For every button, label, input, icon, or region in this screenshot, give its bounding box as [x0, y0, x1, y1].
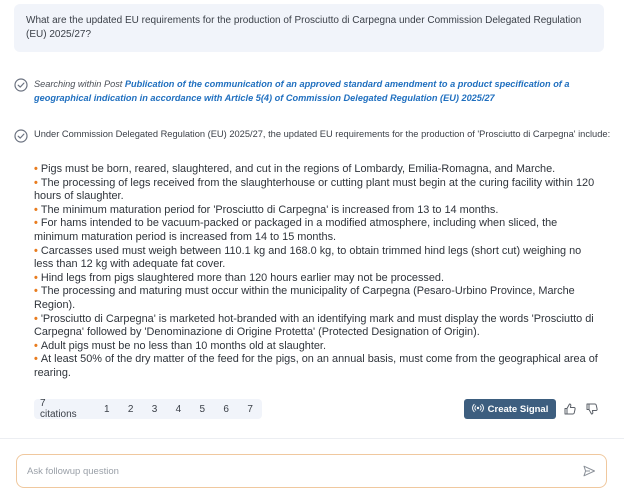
list-item: • The processing and maturing must occur within the municipality of Carpegna (Pesaro-Urbino Province, Marche Region).: [34, 285, 575, 311]
citation-link-7[interactable]: 7: [247, 403, 253, 415]
bullet-marker: •: [34, 244, 38, 257]
list-item: • Hind legs from pigs slaughtered more than 120 hours earlier may not be processed.: [34, 271, 444, 284]
bullet-marker: •: [34, 312, 38, 325]
followup-input[interactable]: [27, 466, 582, 477]
list-item: • Pigs must be born, reared, slaughtered, and cut in the regions of Lombardy, Emilia-Romagna, and Marche.: [34, 163, 556, 175]
citation-link-1[interactable]: 1: [103, 403, 110, 415]
citations-bar: [34, 399, 262, 419]
citations-count[interactable]: 7 citations: [40, 398, 77, 420]
check-circle-icon: [14, 78, 28, 92]
citation-link-2[interactable]: 2: [127, 403, 134, 415]
user-question-text: What are the updated EU requirements for the production of Prosciutto di Carpegna under Commission Delegated Regulation (EU) 2025/27?: [26, 15, 582, 40]
followup-box: [16, 454, 607, 488]
citation-link-5[interactable]: 5: [199, 403, 206, 415]
bullet-marker: •: [34, 339, 38, 352]
list-item: • Carcasses used must weigh between 110.1 kg and 168.0 kg, to obtain trimmed hind legs (short cut) weighing no less than 12 kg with adequate fat cover.: [34, 244, 582, 271]
search-step-text: [34, 77, 614, 105]
list-item: • At least 50% of the dry matter of the feed for the pigs, on an annual basis, must come from the geographical area of rearing.: [34, 353, 598, 379]
answer-intro: Under Commission Delegated Regulation (EU) 2025/27, the updated EU requirements for the production of 'Prosciutto di Carpegna' include:: [34, 129, 611, 139]
send-icon[interactable]: [582, 464, 596, 478]
bullet-marker: •: [34, 163, 38, 175]
bullet-marker: •: [34, 176, 38, 189]
citation-link-4[interactable]: 4: [175, 403, 182, 415]
citation-link-3[interactable]: 3: [151, 403, 158, 415]
bullet-marker: •: [34, 203, 38, 216]
divider: [0, 438, 624, 439]
list-item: • 'Prosciutto di Carpegna' is marketed hot-branded with an identifying mark and must display the words 'Prosciutto di Carpegna' followed by 'Denominazione di Origine Protetta' (Protected Designation of Origin).: [34, 312, 594, 339]
source-post-link[interactable]: Publication of the communication of an approved standard amendment to a product specification of a geographical indication in accordance with Article 5(4) of Commission Delegated Regulation (EU) 2025/27: [34, 79, 570, 103]
user-question-bubble: [14, 4, 604, 52]
bullet-marker: •: [34, 285, 38, 298]
broadcast-icon: [472, 403, 484, 416]
list-item: • The minimum maturation period for 'Prosciutto di Carpegna' is increased from 13 to 14 months.: [34, 203, 499, 216]
bullet-marker: •: [34, 217, 38, 230]
citation-link-6[interactable]: 6: [223, 403, 229, 415]
requirements-list: [34, 163, 600, 381]
bullet-marker: •: [34, 353, 38, 366]
search-step: [14, 77, 614, 105]
bullet-marker: •: [34, 271, 38, 284]
thumbs-up-icon[interactable]: [563, 402, 577, 416]
check-circle-icon: [14, 129, 28, 143]
list-item: • Adult pigs must be no less than 10 months old at slaughter.: [34, 339, 326, 352]
search-prefix: Searching within Post: [34, 79, 125, 89]
answer-step: [14, 128, 614, 141]
list-item: • For hams intended to be vacuum-packed or packaged in a modified atmosphere, including when sliced, the minimum maturation period is increased from 14 to 15 months.: [34, 217, 558, 243]
create-signal-button[interactable]: [464, 399, 556, 419]
list-item: • The processing of legs received from the slaughterhouse or cutting plant must begin at the curing facility within 120 hours of slaughter.: [34, 176, 595, 203]
thumbs-down-icon[interactable]: [585, 402, 599, 416]
create-signal-label: Create Signal: [487, 403, 549, 415]
